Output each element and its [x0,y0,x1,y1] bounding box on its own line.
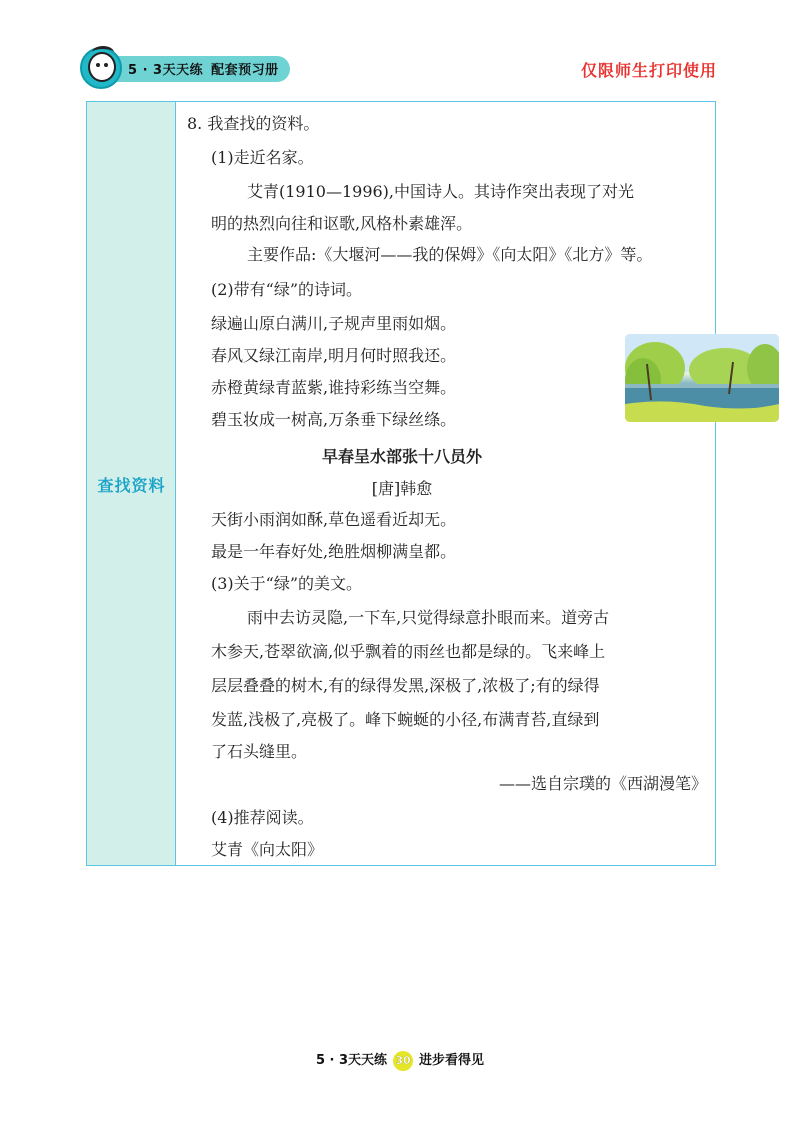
footer-brand: 5 · 3天天练 [315,1053,388,1068]
mascot-face-icon [88,52,116,82]
footer-slogan: 进步看得见 [419,1053,485,1068]
resource-box [86,101,716,866]
verse-line: 春风又绿江南岸,明月何时照我还。 [211,346,457,365]
willow-lake-photo [625,334,779,422]
bio-line-2: 明的热烈向往和讴歌,风格朴素雄浑。 [211,214,473,233]
verse-line: 赤橙黄绿青蓝紫,谁持彩练当空舞。 [211,378,457,397]
part3-heading: (3)关于“绿”的美文。 [211,574,363,593]
poem-line: 天街小雨润如酥,草色遥看近却无。 [211,510,457,529]
essay-source: ——选自宗璞的《西湖漫笔》 [498,774,707,793]
willow-lake-illustration [625,334,779,422]
verse-line: 绿遍山原白满川,子规声里雨如烟。 [211,314,457,333]
recommended-book: 艾青《向太阳》 [211,840,324,859]
verse-line: 碧玉妆成一树高,万条垂下绿丝绦。 [211,410,457,429]
bio-line-1: 艾青(1910—1996),中国诗人。其诗作突出表现了对光 [247,182,635,201]
page-header [0,0,800,100]
poem-title: 早春呈水部张十八员外 [321,447,482,466]
works-line: 主要作品:《大堰河——我的保姆》《向太阳》《北方》等。 [247,245,653,264]
side-column [87,102,176,865]
essay-line: 发蓝,浅极了,亮极了。峰下蜿蜒的小径,布满青苔,直绿到 [211,710,600,729]
essay-line: 了石头缝里。 [211,742,308,761]
exercise-title: 8. 我查找的资料。 [187,114,320,133]
brand-subtitle: 配套预习册 [211,63,279,78]
essay-line: 雨中去访灵隐,一下车,只觉得绿意扑眼而来。道旁古 [247,608,610,627]
content-area [187,102,707,865]
brand-name: 5 · 3天天练 [128,63,204,78]
poem-author: [唐]韩愈 [371,479,433,498]
side-label: 查找资料 [97,476,166,495]
page-number: 30 [393,1051,413,1071]
essay-line: 木参天,苍翠欲滴,似乎飘着的雨丝也都是绿的。飞来峰上 [211,642,606,661]
part2-heading: (2)带有“绿”的诗词。 [211,280,363,299]
brand-title [128,59,279,78]
part4-heading: (4)推荐阅读。 [211,808,314,827]
poem-line: 最是一年春好处,绝胜烟柳满皇都。 [211,542,457,561]
page-footer [0,1049,800,1071]
essay-line: 层层叠叠的树木,有的绿得发黑,深极了,浓极了;有的绿得 [211,676,600,695]
part1-heading: (1)走近名家。 [211,148,314,167]
usage-restriction: 仅限师生打印使用 [580,61,717,80]
